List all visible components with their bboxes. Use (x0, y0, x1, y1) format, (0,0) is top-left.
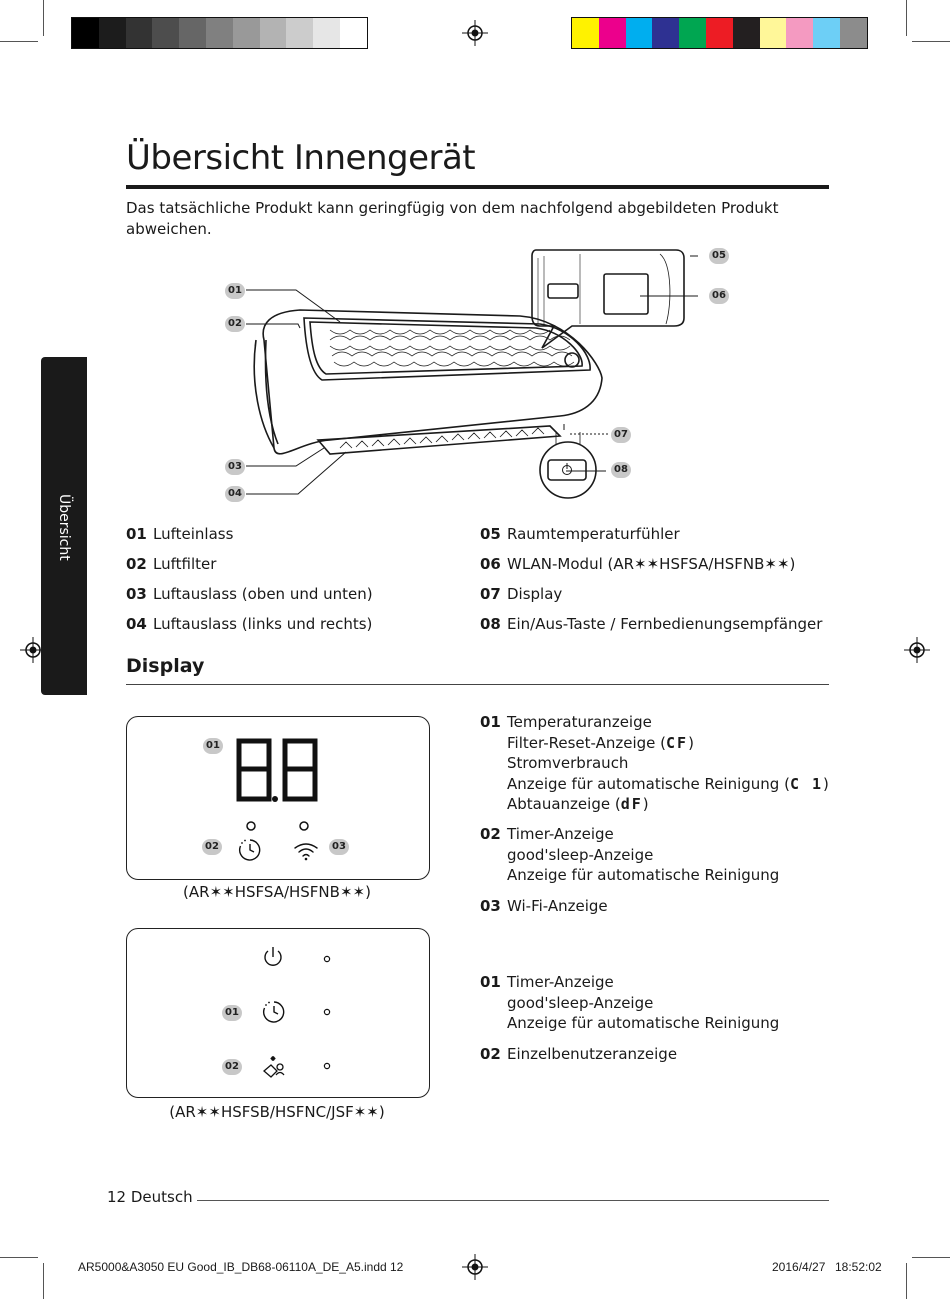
desc-line: Filter-Reset-Anzeige (CF) (507, 734, 694, 752)
diagram-badge-08: 08 (611, 462, 631, 478)
panel1-caption: (AR✶✶HSFSA/HSFNB✶✶) (183, 883, 371, 901)
legend-item (480, 584, 822, 614)
slug-time: 18:52:02 (835, 1260, 882, 1274)
panel1-badge-02: 02 (202, 839, 222, 855)
legend-text: Ein/Aus-Taste / Fernbedienungsempfänger (507, 615, 823, 633)
color-swatch (733, 18, 760, 48)
legend-num: 08 (480, 615, 501, 633)
diagram-badge-01: 01 (225, 283, 245, 299)
desc-line: Anzeige für automatische Reinigung (507, 1014, 780, 1032)
legend-item (126, 614, 373, 644)
registration-mark-icon (462, 20, 488, 46)
power-icon (261, 945, 285, 969)
legend-num: 04 (126, 615, 147, 633)
panel1-badge-01: 01 (203, 738, 223, 754)
legend-num: 03 (126, 585, 147, 603)
wifi-icon (293, 841, 319, 861)
desc-line-text: Abtauanzeige ( (507, 795, 621, 813)
panel1-descriptions (480, 712, 830, 932)
desc-line: Anzeige für automatische Reinigung (C 1) (507, 775, 829, 793)
desc-line: Temperaturanzeige (507, 713, 652, 731)
desc-line: Timer-Anzeige (507, 825, 614, 843)
color-swatch (233, 18, 260, 48)
legend-item (126, 584, 373, 614)
color-calibration-bar (571, 17, 868, 49)
crop-mark (906, 1263, 907, 1299)
diagram-badge-05: 05 (709, 248, 729, 264)
slug-date: 2016/4/27 (772, 1260, 826, 1274)
desc-line-text: Filter-Reset-Anzeige ( (507, 734, 666, 752)
crop-mark (0, 41, 38, 42)
legend-text: Luftauslass (oben und unten) (153, 585, 373, 603)
indoor-unit-illustration (220, 244, 740, 504)
legend-item (480, 554, 822, 584)
legend-text: Luftauslass (links und rechts) (153, 615, 373, 633)
legend-text: Raumtemperaturfühler (507, 525, 680, 543)
legend-item (126, 524, 373, 554)
crop-mark (0, 1257, 38, 1258)
seven-segment-display-icon (231, 733, 331, 813)
color-swatch (706, 18, 733, 48)
desc-line: Abtauanzeige (dF) (507, 795, 649, 813)
color-swatch (786, 18, 813, 48)
legend-text: WLAN-Modul (AR✶✶HSFSA/HSFNB✶✶) (507, 555, 796, 573)
section-heading-display: Display (126, 655, 205, 677)
desc-line: Wi-Fi-Anzeige (507, 897, 608, 915)
color-swatch (72, 18, 99, 48)
side-tab-label: Übersicht (56, 493, 72, 561)
indicator-dots-icon (244, 819, 314, 833)
desc-line: Einzelbenutzeranzeige (507, 1045, 678, 1063)
crop-mark (43, 1263, 44, 1299)
legend-left (126, 524, 373, 644)
page-footer (107, 1188, 193, 1206)
code-cf: CF (666, 734, 689, 752)
legend-num: 05 (480, 525, 501, 543)
intro-text: Das tatsächliche Produkt kann geringfügig von dem nachfolgend abgebildeten Produkt abweichen. (126, 199, 779, 238)
color-swatch (652, 18, 679, 48)
crop-mark (912, 1257, 950, 1258)
diagram-badge-02: 02 (225, 316, 245, 332)
color-swatch (599, 18, 626, 48)
panel2-caption: (AR✶✶HSFSB/HSFNC/JSF✶✶) (169, 1103, 385, 1121)
crop-mark (43, 0, 44, 36)
crop-mark (912, 41, 950, 42)
page-number: 12 (107, 1188, 127, 1206)
legend-text: Luftfilter (153, 555, 217, 573)
panel2-badge-02: 02 (222, 1059, 242, 1075)
grayscale-bar (71, 17, 368, 49)
section-rule (126, 684, 829, 685)
title-rule (126, 185, 829, 189)
legend-text: Lufteinlass (153, 525, 234, 543)
slug-file: AR5000&A3050 EU Good_IB_DB68-06110A_DE_A5.indd 12 (78, 1260, 404, 1274)
color-swatch (286, 18, 313, 48)
color-swatch (679, 18, 706, 48)
registration-mark-icon (904, 637, 930, 663)
indicator-leds-icon (323, 955, 331, 1075)
desc-num: 02 (480, 825, 501, 843)
legend-item (480, 524, 822, 554)
timer-icon (237, 837, 263, 863)
panel2-descriptions (480, 972, 830, 1072)
legend-item (480, 614, 822, 644)
desc-num: 01 (480, 973, 501, 991)
color-swatch (152, 18, 179, 48)
footer-language: Deutsch (130, 1188, 193, 1206)
desc-num: 02 (480, 1045, 501, 1063)
color-swatch (313, 18, 340, 48)
legend-right (480, 524, 822, 644)
side-tab[interactable] (41, 357, 87, 695)
color-swatch (126, 18, 153, 48)
code-c1: C 1 (789, 775, 824, 793)
desc-line: Anzeige für automatische Reinigung (507, 866, 780, 884)
panel2-badge-01: 01 (222, 1005, 242, 1021)
color-swatch (260, 18, 287, 48)
legend-num: 06 (480, 555, 501, 573)
color-swatch (572, 18, 599, 48)
desc-line-text: Anzeige für automatische Reinigung ( (507, 775, 790, 793)
color-swatch (626, 18, 653, 48)
color-swatch (99, 18, 126, 48)
footer-rule (197, 1200, 829, 1201)
diagram-badge-04: 04 (225, 486, 245, 502)
legend-num: 07 (480, 585, 501, 603)
desc-num: 01 (480, 713, 501, 731)
color-swatch (179, 18, 206, 48)
legend-text: Display (507, 585, 563, 603)
color-swatch (206, 18, 233, 48)
desc-line: good'sleep-Anzeige (507, 846, 654, 864)
panel1-badge-03: 03 (329, 839, 349, 855)
registration-mark-icon (462, 1254, 488, 1280)
desc-line: good'sleep-Anzeige (507, 994, 654, 1012)
crop-mark (906, 0, 907, 36)
single-user-icon (261, 1053, 289, 1079)
legend-num: 02 (126, 555, 147, 573)
color-swatch (840, 18, 867, 48)
legend-item (126, 554, 373, 584)
color-swatch (760, 18, 787, 48)
desc-num: 03 (480, 897, 501, 915)
legend-num: 01 (126, 525, 147, 543)
page-title: Übersicht Innengerät (126, 138, 476, 178)
color-swatch (813, 18, 840, 48)
timer-icon (261, 999, 287, 1025)
display-panel-2 (126, 928, 430, 1098)
code-df: dF (620, 795, 643, 813)
desc-line: Stromverbrauch (507, 754, 629, 772)
diagram-badge-06: 06 (709, 288, 729, 304)
color-swatch (340, 18, 367, 48)
diagram-badge-03: 03 (225, 459, 245, 475)
desc-line: Timer-Anzeige (507, 973, 614, 991)
diagram-badge-07: 07 (611, 427, 631, 443)
display-panel-1 (126, 716, 430, 880)
